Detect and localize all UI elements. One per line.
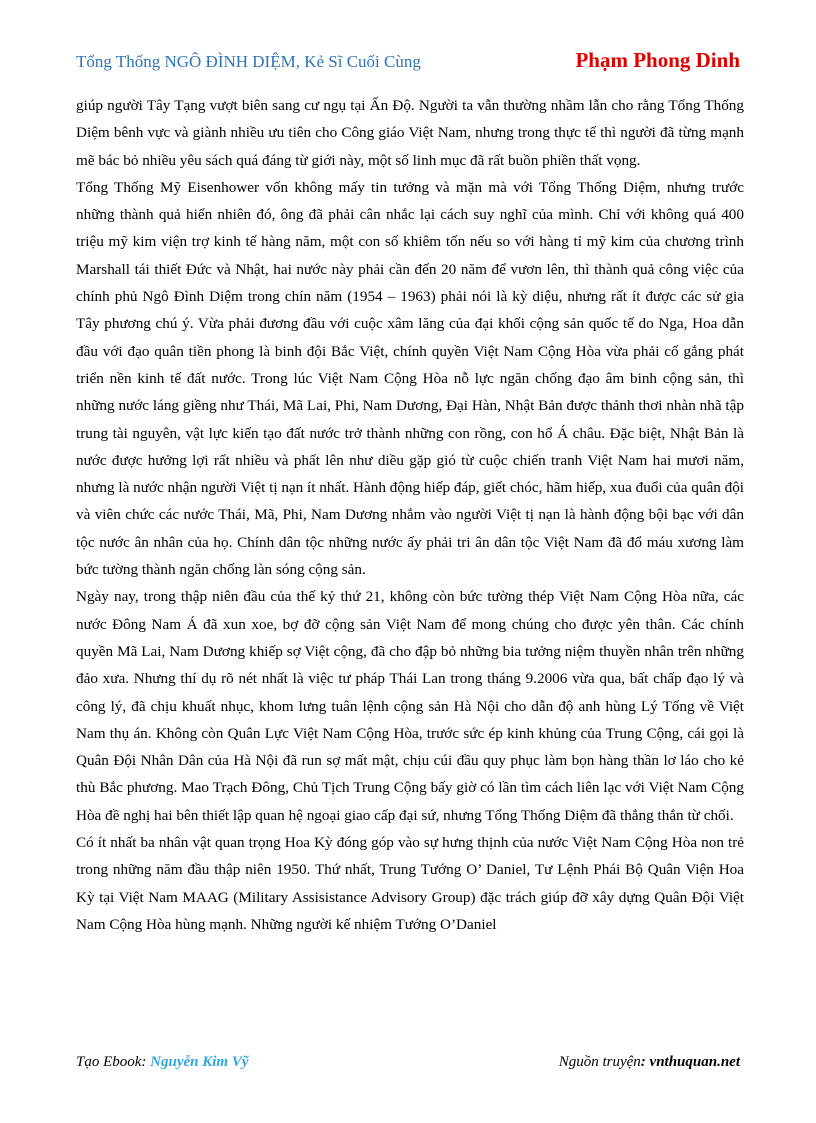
paragraph: Có ít nhất ba nhân vật quan trọng Hoa Kỳ đóng góp vào sự hưng thịnh của nước Việt Nam Cộng Hòa non trẻ trong những năm đầu thập niên 1950. Thứ nhất, Trung Tướng O’ Daniel, Tư Lệnh Phái Bộ Quân Viện Hoa Kỳ tại Việt Nam MAAG (Military Assisistance Advisory Group) đặc trách giúp đỡ xây dựng Quân Đội Việt Nam Cộng Hòa hùng mạnh. Những người kế nhiệm Tướng O’Daniel — [76, 834, 744, 933]
paragraph: Tổng Thống Mỹ Eisenhower vốn không mấy tin tưởng và mặn mà với Tổng Thống Diệm, nhưng trước những thành quả hiển nhiên đó, ông đã phải cân nhắc lại cách suy nghĩ của mình. Chỉ với không quá 400 triệu mỹ kim viện trợ kinh tế hàng năm, một con số khiêm tốn nếu so với hàng tỉ mỹ kim của chương trình Marshall tái thiết Đức và Nhật, hai nước này phải cần đến 20 năm để vươn lên, thì thành quả công việc của chính phủ Ngô Đình Diệm trong chín năm (1954 – 1963) phải nói là kỳ diệu, nhưng rất ít được các sử gia Tây phương chú ý. Vừa phải đương đầu với cuộc xâm lăng của đại khối cộng sản quốc tế do Nga, Hoa dẫn đầu với đạo quân tiền phong là binh đội Bắc Việt, chính quyền Việt Nam Cộng Hòa vừa phải cố gắng phát triển nền kinh tế đất nước. Trong lúc Việt Nam Cộng Hòa nỗ lực ngăn chống đạo âm binh cộng sản, thì những nước láng giềng như Thái, Mã Lai, Phi, Nam Dương, Đại Hàn, Nhật Bản được thảnh thơi nhàn nhã tập trung tài nguyên, vật lực kiến tạo đất nước trở thành những con rồng, con hổ Á châu. Đặc biệt, Nhật Bản là nước được hưởng lợi rất nhiều và phất lên như diều gặp gió từ cuộc chiến tranh Việt Nam hai mươi năm, nhưng là nước nhận người Việt tị nạn ít nhất. Hành động hiếp đáp, giết chóc, hãm hiếp, xua đuổi của quân đội và viên chức các nước Thái, Mã, Phi, Nam Dương nhắm vào người Việt tị nạn là hành động bội bạc với dân tộc nước ân nhân của họ. Chính dân tộc những nước ấy phải tri ân dân tộc Việt Nam đã đổ máu xương làm bức tường thành ngăn chống làn sóng cộng sản. — [76, 178, 745, 579]
ebook-credit — [76, 1054, 249, 1071]
paragraph: giúp người Tây Tạng vượt biên sang cư ngụ tại Ấn Độ. Người ta vẫn thường nhầm lẫn cho rằng Tổng Thống Diệm bênh vực và giành nhiều ưu tiên cho Công giáo Việt Nam, nhưng trong thực tế thì người đã từng mạnh mẽ bác bỏ nhiều yêu sách quá đáng từ giới này, một số linh mục đã rất buồn phiền thất vọng. — [76, 97, 744, 169]
body-text — [76, 92, 744, 938]
source-site: vnthuquan.net — [649, 1054, 740, 1070]
source-separator: : — [640, 1054, 650, 1070]
page-header — [76, 48, 740, 76]
ebook-separator: : — [141, 1054, 151, 1070]
source-credit — [559, 1054, 740, 1071]
ebook-creator: Nguyễn Kim Vỹ — [150, 1054, 249, 1070]
ebook-label: Tạo Ebook — [76, 1054, 142, 1070]
source-label: Nguồn truyện — [558, 1054, 641, 1070]
page-footer — [76, 1054, 740, 1078]
book-title: Tổng Thống NGÔ ĐÌNH DIỆM, Kẻ Sĩ Cuối Cùng — [76, 52, 421, 71]
paragraph: Ngày nay, trong thập niên đầu của thế kỷ thứ 21, không còn bức tường thép Việt Nam Cộng Hòa nữa, các nước Đông Nam Á đã xun xoe, bợ đỡ cộng sản Việt Nam để mong chúng cho được yên thân. Các chính quyền Mã Lai, Nam Dương khiếp sợ Việt cộng, đã cho đập bỏ những bia tưởng niệm thuyền nhân trên những đảo xưa. Nhưng thí dụ rõ nét nhất là việc tư pháp Thái Lan trong tháng 9.2006 vừa qua, bất chấp đạo lý và công lý, đã chịu khuất nhục, khom lưng tuân lệnh cộng sản Hà Nội cho dẫn độ anh hùng Lý Tống về Việt Nam thụ án. Không còn Quân Lực Việt Nam Cộng Hòa, trước sức ép kinh khủng của Trung Cộng, cái gọi là Quân Đội Nhân Dân của Hà Nội đã run sợ mất mật, chịu cúi đầu quy phục làm bọn hàng thần lơ láo cho kẻ thù Bắc phương. Mao Trạch Đông, Chủ Tịch Trung Cộng bấy giờ có lần tìm cách liên lạc với Việt Nam Cộng Hòa đề nghị hai bên thiết lập quan hệ ngoại giao cấp đại sứ, nhưng Tổng Thống Diệm đã thẳng thắn từ chối. — [76, 588, 744, 824]
author-name: Phạm Phong Dinh — [575, 48, 740, 72]
